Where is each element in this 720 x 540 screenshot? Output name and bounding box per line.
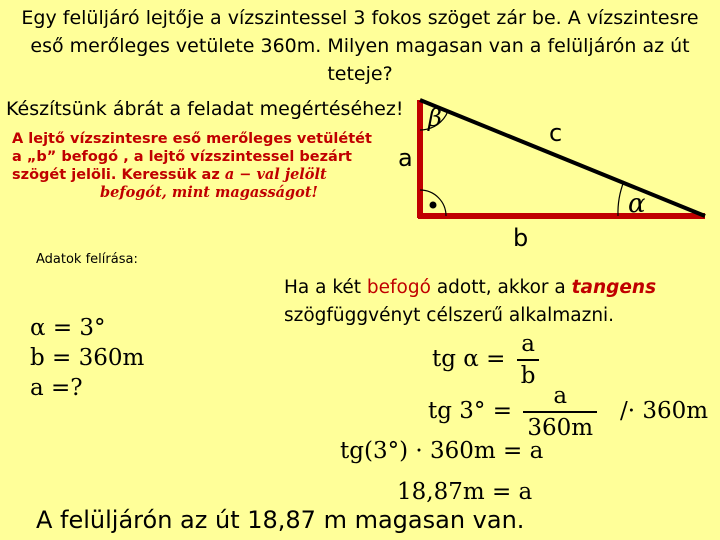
- problem-line-2: eső merőleges vetülete 360m. Milyen magasan van a felüljárón az út: [30, 35, 690, 57]
- angle-beta-label: β: [428, 104, 442, 132]
- given-values: [30, 313, 144, 403]
- hint-line-1: A lejtő vízszintesre eső merőleges vetülétét: [12, 131, 372, 147]
- given-b: b = 360m: [30, 345, 145, 371]
- data-section-title: Adatok felírása:: [36, 252, 138, 267]
- problem-line-3: teteje?: [327, 63, 393, 85]
- right-angle-dot: [430, 202, 437, 209]
- side-b-label: b: [513, 224, 529, 252]
- equation-4: 18,87m = a: [397, 479, 533, 505]
- method-note: Ha a két befogó adott, akkor a tangens szögfüggvényt célszerű alkalmazni.: [284, 274, 714, 330]
- fraction-2: $\frac{a}{360m}$: [523, 381, 597, 443]
- given-alpha: α = 3°: [30, 315, 106, 341]
- hint-line-3a: szögét jelöli. Keressük az: [12, 167, 225, 183]
- equation-1: tg α = $\frac{a}{b}$: [432, 329, 543, 391]
- highlight-tangens: tangens: [571, 277, 657, 298]
- answer-text: A felüljárón az út 18,87 m magasan van.: [36, 506, 525, 534]
- equation-3: tg(3°) · 360m = a: [340, 438, 544, 464]
- angle-alpha-label: α: [628, 189, 646, 219]
- problem-line-1: Egy felüljáró lejtője a vízszintessel 3 fokos szöget zár be. A vízszintesre: [21, 7, 699, 29]
- fraction-1: $\frac{a}{b}$: [517, 329, 540, 391]
- side-a-label: a: [398, 144, 413, 172]
- hint-line-3b: a − val jelölt: [224, 166, 327, 183]
- hypotenuse-c: [420, 100, 705, 216]
- hint-line-2: a „b” befogó , a lejtő vízszintessel bezárt: [12, 149, 352, 165]
- equation-2: tg 3° = $\frac{a}{360m}$: [428, 381, 601, 443]
- hint-line-4: befogót, mint magasságot!: [100, 184, 318, 201]
- side-c-label: c: [549, 119, 563, 147]
- instruction: Készítsünk ábrát a feladat megértéséhez!: [6, 98, 404, 120]
- highlight-befogo: befogó: [366, 277, 431, 298]
- note-line-2: szögfüggvényt célszerű alkalmazni.: [284, 305, 615, 326]
- given-a: a =?: [30, 375, 83, 401]
- alpha-arc: [618, 181, 624, 216]
- equation-2-operation: /· 360m: [620, 398, 709, 424]
